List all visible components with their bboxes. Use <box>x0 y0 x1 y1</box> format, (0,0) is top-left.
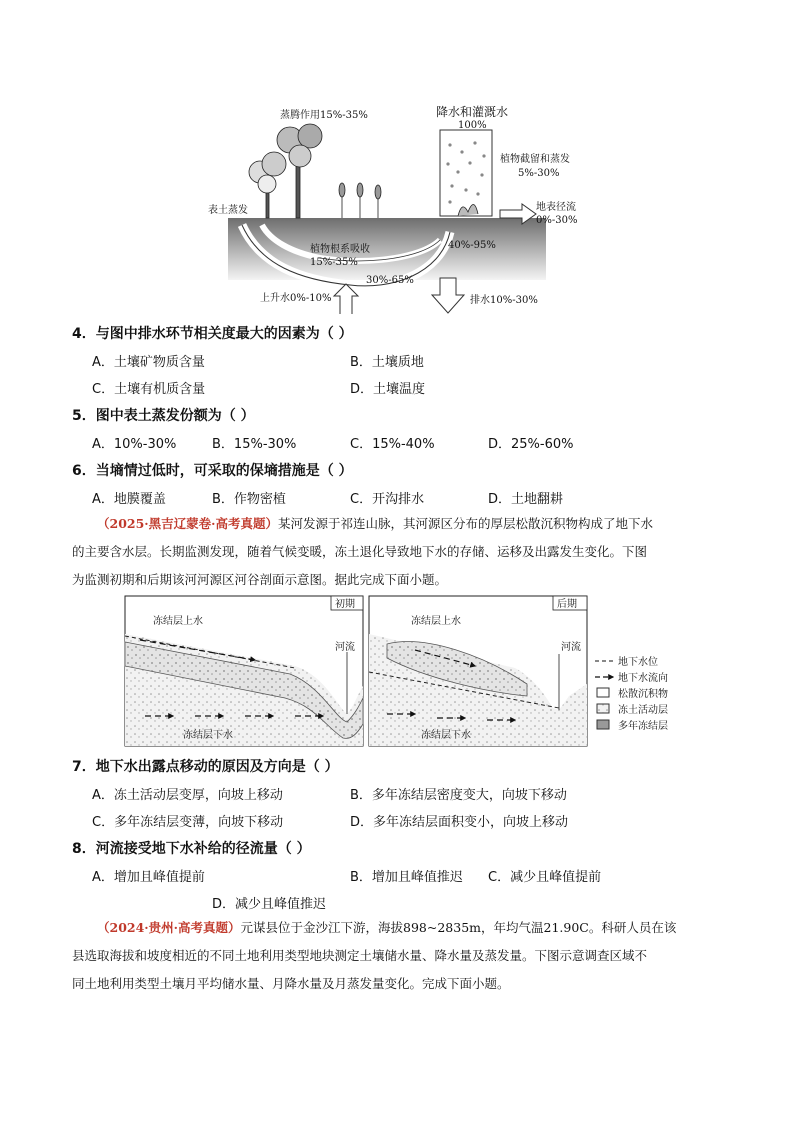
q7-option-c[interactable]: C．多年冻结层变薄，向坡下移动 <box>92 815 284 830</box>
legend-flow: 地下水流向 <box>618 673 668 684</box>
label-sub-early: 冻结层下水 <box>183 730 233 741</box>
passage-3-line-1: 元谋县位于金沙江下游，海拔898~2835m，年均气温21.90C。科研人员在该 <box>240 920 677 935</box>
label-supra-late: 冻结层上水 <box>411 616 461 627</box>
label-precip: 降水和灌溉水 <box>436 105 509 119</box>
label-supra-early: 冻结层上水 <box>153 616 203 627</box>
drainage-arrow <box>432 278 464 313</box>
q8-option-d[interactable]: D．减少且峰值推迟 <box>212 897 327 912</box>
passage-2-line-3: 为监测初期和后期该河河源区河谷剖面示意图。据此完成下面小题。 <box>72 572 448 587</box>
q5-option-a[interactable]: A．10%-30% <box>92 437 177 452</box>
question-7-stem: 7．地下水出露点移动的原因及方向是（ ） <box>72 759 339 775</box>
label-drainage: 排水10%-30% <box>470 295 538 306</box>
question-4-stem: 4．与图中排水环节相关度最大的因素为（ ） <box>72 326 353 342</box>
q4-option-a[interactable]: A．土壤矿物质含量 <box>92 355 205 370</box>
q5-option-c[interactable]: C．15%-40% <box>350 437 435 452</box>
q5-option-b[interactable]: B．15%-30% <box>212 437 297 452</box>
label-river-early: 河流 <box>335 642 355 653</box>
q4-option-c[interactable]: C．土壤有机质含量 <box>92 382 206 397</box>
soil-water-balance-figure <box>200 100 578 315</box>
q6-option-c[interactable]: C．开沟排水 <box>350 492 425 507</box>
legend-water-table: 地下水位 <box>618 657 658 668</box>
passage-3-line-3: 同土地利用类型土壤月平均储水量、月降水量及月蒸发量变化。完成下面小题。 <box>72 976 510 991</box>
q6-option-b[interactable]: B．作物密植 <box>212 492 286 507</box>
label-topsoil-evap: 表土蒸发 <box>208 205 248 216</box>
question-6-stem: 6．当墒情过低时，可采取的保墒措施是（ ） <box>72 463 353 479</box>
legend-permafrost: 多年冻结层 <box>618 721 668 732</box>
passage-2 <box>72 510 722 594</box>
panel-early <box>125 596 363 746</box>
q5-option-d[interactable]: D．25%-60% <box>488 437 574 452</box>
label-infiltration-pct: 40%-95% <box>448 240 496 251</box>
q7-option-d[interactable]: D．多年冻结层面积变小，向坡上移动 <box>350 815 569 830</box>
q7-option-b[interactable]: B．多年冻结层密度变大，向坡下移动 <box>350 788 567 803</box>
q8-option-c[interactable]: C．减少且峰值提前 <box>488 870 602 885</box>
label-runoff-pct: 0%-30% <box>536 215 578 226</box>
q6-option-a[interactable]: A．地膜覆盖 <box>92 492 166 507</box>
question-5-stem: 5．图中表土蒸发份额为（ ） <box>72 408 255 424</box>
label-capillary: 上升水0%-10% <box>260 293 332 304</box>
soil-layer <box>228 218 546 280</box>
legend-active-layer: 冻土活动层 <box>618 705 668 716</box>
panel-late <box>369 596 587 746</box>
label-runoff: 地表径流 <box>536 202 576 213</box>
label-intercept: 植物截留和蒸发 <box>500 154 570 165</box>
label-precip-pct: 100% <box>458 120 487 131</box>
passage-2-line-1: 某河发源于祁连山脉，其河源区分布的厚层松散沉积物构成了地下水 <box>278 516 654 531</box>
q8-option-b[interactable]: B．增加且峰值推迟 <box>350 870 463 885</box>
q4-option-b[interactable]: B．土壤质地 <box>350 355 424 370</box>
rain-column <box>440 130 492 216</box>
label-transpiration: 蒸腾作用15%-35% <box>280 110 368 121</box>
passage-3-line-2: 县选取海拔和坡度相近的不同土地利用类型地块测定土壤储水量、降水量及蒸发量。下图示意调查区域不 <box>72 948 648 963</box>
q4-option-d[interactable]: D．土壤温度 <box>350 382 426 397</box>
label-root-uptake: 植物根系吸收 <box>310 244 370 255</box>
passage-3-source: （2024·贵州·高考真题） <box>97 920 241 935</box>
label-root-uptake-pct: 15%-35% <box>310 257 358 268</box>
q6-option-d[interactable]: D．土地翻耕 <box>488 492 564 507</box>
legend-loose-sediment: 松散沉积物 <box>618 689 668 700</box>
label-sub-late: 冻结层下水 <box>421 730 471 741</box>
q8-option-a[interactable]: A．增加且峰值提前 <box>92 870 205 885</box>
passage-3 <box>72 914 722 998</box>
permafrost-cross-section-figure <box>125 596 685 746</box>
label-early: 初期 <box>335 599 355 610</box>
label-intercept-pct: 5%-30% <box>518 168 560 179</box>
label-river-late: 河流 <box>561 642 581 653</box>
legend <box>595 655 668 732</box>
question-8-stem: 8．河流接受地下水补给的径流量（ ） <box>72 841 311 857</box>
q7-option-a[interactable]: A．冻土活动层变厚，向坡上移动 <box>92 788 283 803</box>
passage-2-line-2: 的主要含水层。长期监测发现，随着气候变暖，冻土退化导致地下水的存储、运移及出露发生变化。下图 <box>72 544 648 559</box>
label-percolation-pct: 30%-65% <box>366 275 414 286</box>
label-late: 后期 <box>557 599 577 610</box>
passage-2-source: （2025·黑吉辽蒙卷·高考真题） <box>97 516 278 531</box>
